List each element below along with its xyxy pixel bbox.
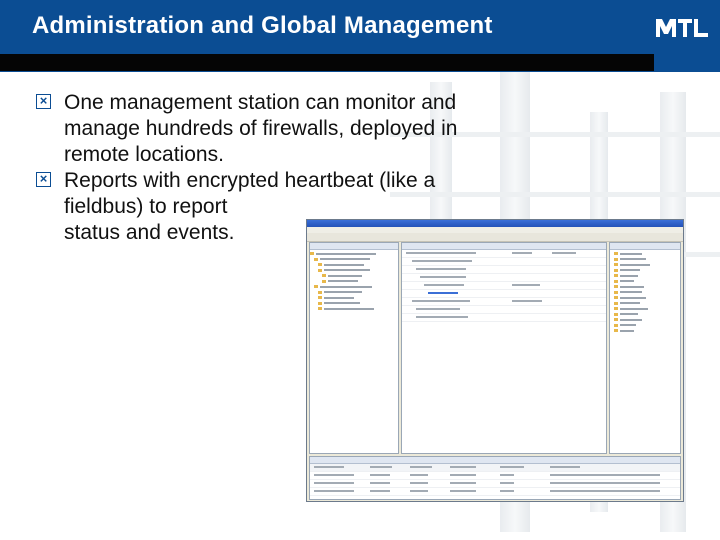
- slide-title: Administration and Global Management: [32, 12, 493, 39]
- bullet-line: Reports with encrypted heartbeat (like a: [64, 169, 436, 192]
- event-log-pane: [309, 456, 681, 500]
- bullet-line: manage hundreds of firewalls, deployed in: [64, 117, 458, 140]
- bullet-line: status and events.: [64, 221, 235, 244]
- management-console-screenshot: [306, 219, 684, 502]
- header-black-bar: [0, 54, 654, 71]
- bullet-item: [36, 90, 556, 168]
- mtl-logo-icon: [654, 13, 710, 41]
- device-detail-pane: [401, 242, 607, 454]
- checkbox-x-icon: ×: [36, 94, 51, 109]
- console-title-bar: [307, 220, 683, 227]
- bullet-line: remote locations.: [64, 143, 224, 166]
- console-toolbar: [307, 233, 683, 242]
- checkbox-x-icon: ×: [36, 172, 51, 187]
- palette-pane: [609, 242, 681, 454]
- bullet-line: One management station can monitor and: [64, 91, 457, 114]
- bullet-line: fieldbus) to report: [64, 195, 228, 218]
- network-tree-pane: [309, 242, 399, 454]
